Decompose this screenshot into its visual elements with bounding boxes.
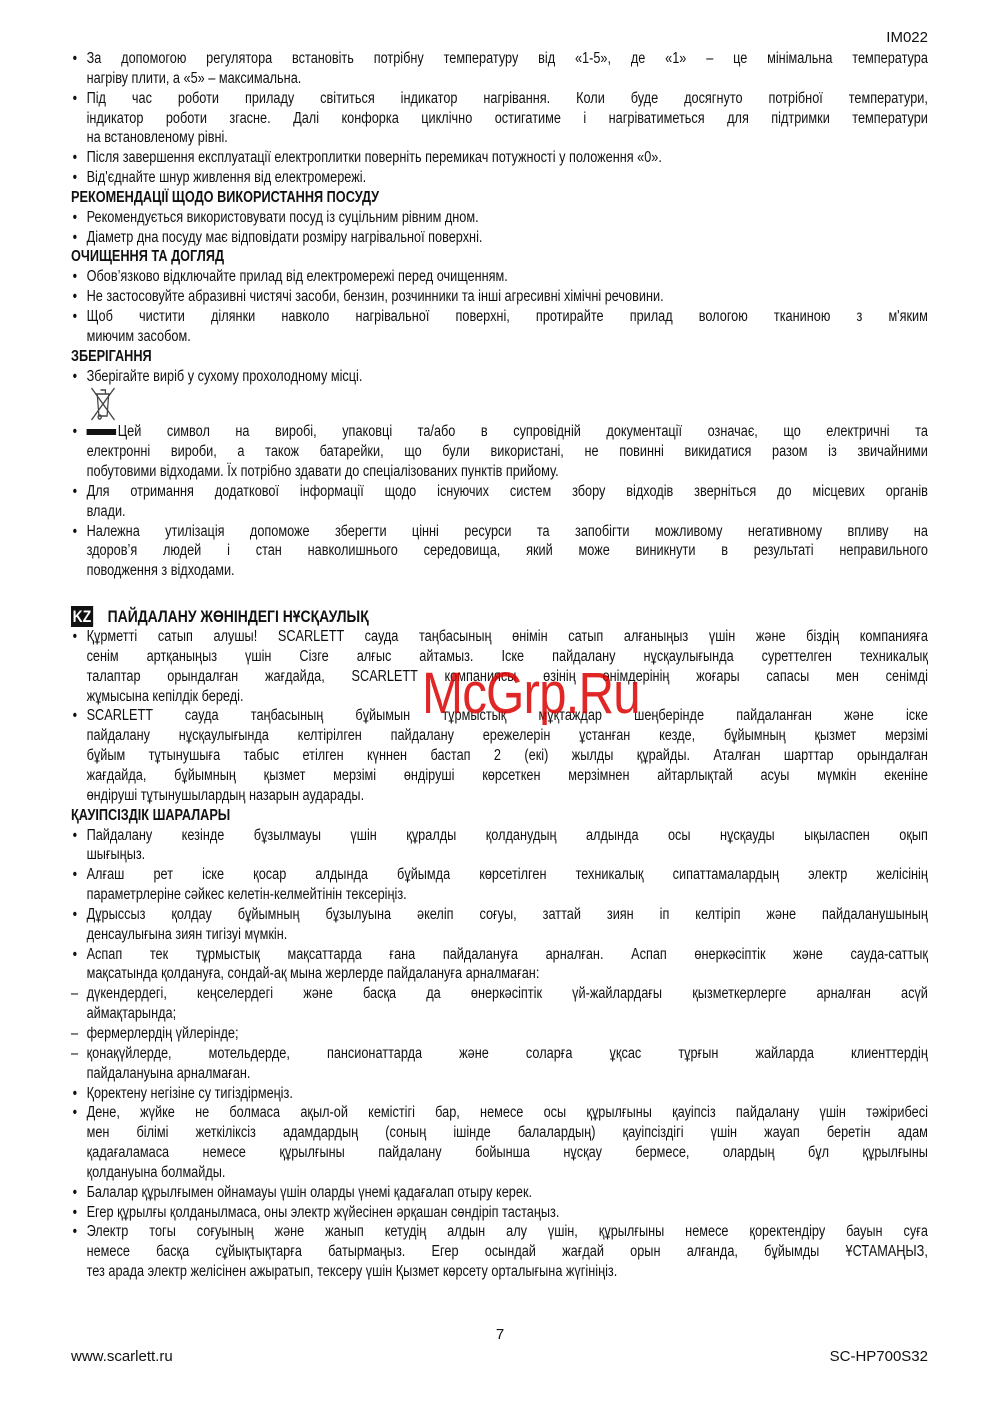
bullet-marker: • — [72, 149, 78, 167]
text-line — [71, 1183, 928, 1203]
line-text: сенім артқаныңыз үшін Сізге алғыс айтамыз. Іске пайдалану нұсқаулығында суреттелген техникалық — [86, 647, 928, 665]
section-heading — [71, 347, 928, 367]
line-text: Рекомендується використовувати посуд із суцільним рівним дном. — [86, 208, 479, 226]
text-line — [71, 627, 928, 647]
line-text: Балалар құрылғымен ойнамауы үшін оларды үнемі қадағалап отыру керек. — [86, 1183, 533, 1201]
line-text: қадағаламаса немесе құрылғыны пайдалану бойынша нұсқау бермесе, олардың бұл құрылғыны — [86, 1144, 928, 1162]
text-line — [71, 984, 928, 1004]
line-text: Від'єднайте шнур живлення від електромережі. — [86, 169, 367, 187]
line-text: Дене, жүйке не болмаса ақыл-ой кемістігі бар, немесе осы құрылғыны қауіпсіз пайдалану үшін тәжірибесі — [86, 1104, 928, 1122]
bullet-list-item — [71, 267, 928, 287]
line-text: бұйым тұтынушыға табыс етілген күннен бастап 2 (екі) жылды құрайды. Аталған шарттар орындалған — [86, 747, 928, 765]
text-line — [71, 945, 928, 965]
line-text: немесе басқа сұйықтықтарға батырмаңыз. Егер осындай жағдай орын алғанда, бұйымды ҰСТАМАҢЫЗ, — [86, 1243, 928, 1261]
line-text: жағдайда, бұйымның қызмет мерзімі өндіруші көрсеткен мерзімнен айтарлықтай асуы мүмкін екеніне — [86, 767, 928, 784]
bullet-list-item — [71, 367, 928, 387]
section-heading — [71, 247, 928, 267]
bullet-marker: • — [72, 228, 78, 246]
line-text: Належна утилізація допоможе зберегти цінні ресурси та запобігти можливому негативному впливу на — [86, 522, 928, 540]
text-line — [71, 1024, 928, 1044]
dash-list-item — [71, 1024, 928, 1044]
text-line — [71, 1203, 928, 1223]
bullet-marker: • — [72, 826, 78, 844]
bullet-marker: • — [72, 905, 78, 923]
text-line — [71, 482, 928, 502]
bullet-list-item — [71, 1183, 928, 1203]
section-gap — [71, 581, 928, 606]
line-text: Электр тогы соғуының және жанып кетудің алдын алу үшін, құрылғыны немесе қоректендіру бауын суға — [86, 1223, 928, 1241]
dash-marker: – — [71, 1044, 79, 1062]
bullet-list-item — [71, 307, 928, 347]
text-line — [71, 1123, 928, 1143]
dash-list-item — [71, 984, 928, 1024]
line-text: мен білімі жеткіліксіз адамдардың (соның ішінде балалардың) қауіпсіздігі үшін жауап беретін адам — [86, 1124, 928, 1142]
text-line — [71, 89, 928, 109]
bullet-marker: • — [72, 307, 78, 325]
text-line — [71, 806, 928, 826]
line-text: Құрметті сатып алушы! SCARLETT сауда таңбасының өнімін сатып алғаныңыз үшін және біздің компанияға — [86, 628, 928, 646]
line-text: пайдалануына арналмаған. — [86, 1064, 251, 1082]
line-text: побутовими відходами. Їх потрібно здавати до спеціалізованих пунктів прийому. — [86, 463, 559, 481]
text-line — [71, 307, 928, 327]
text-line — [71, 69, 928, 89]
line-text: Егер құрылғы қолданылмаса, оны электр жүйесінен әрқашан сөндіріп тастаңыз. — [86, 1203, 560, 1221]
text-line — [71, 247, 928, 267]
line-text: РЕКОМЕНДАЦІЇ ЩОДО ВИКОРИСТАННЯ ПОСУДУ — [71, 188, 380, 206]
line-text: Пайдалану кезінде бұзылмауы үшін құралды қолданудың алдында осы нұсқауды ықыласпен оқып — [86, 826, 928, 844]
line-text: Під час роботи приладу світиться індикатор нагрівання. Коли буде досягнуто потрібної температури, — [86, 89, 928, 107]
line-text: жұмысына кепілдік береді. — [86, 687, 244, 705]
document-code: IM022 — [886, 29, 928, 46]
line-text: миючим засобом. — [86, 327, 191, 345]
line-text: Алғаш рет іске қосар алдында бұйымда көрсетілген техникалық сипаттамалардың электр желісінің — [86, 866, 928, 884]
text-line — [71, 905, 928, 925]
text-line — [71, 462, 928, 482]
line-text: на встановленому рівні. — [86, 129, 228, 147]
text-line — [71, 1044, 928, 1064]
line-text: ОЧИЩЕННЯ ТА ДОГЛЯД — [71, 248, 225, 266]
text-line — [71, 367, 928, 387]
bullet-list-item — [71, 228, 928, 248]
text-line — [71, 1163, 928, 1183]
text-line — [71, 786, 928, 806]
dash-marker: – — [71, 1024, 79, 1042]
line-text: За допомогою регулятора встановіть потрібну температуру від «1-5», де «1» – це мінімальна температура — [86, 50, 928, 67]
text-line — [71, 347, 928, 367]
text-line — [71, 766, 928, 786]
bullet-list-item — [71, 482, 928, 522]
line-text: фермерлердің үйлерінде; — [86, 1024, 239, 1042]
text-line — [71, 267, 928, 287]
kz-title-text: ПАЙДАЛАНУ ЖӨНІНДЕГІ НҰСҚАУЛЫҚ — [107, 607, 369, 627]
text-line — [71, 168, 928, 188]
line-text: пайдалану нұсқаулығында келтірілген пайдалану ережелерін ұстанған кезде, бұйымның қызмет мерзімі — [86, 727, 928, 745]
line-text: аймақтарында; — [86, 1005, 177, 1023]
text-line — [71, 442, 928, 462]
text-line — [71, 1242, 928, 1262]
line-text: Діаметр дна посуду має відповідати розміру нагрівальної поверхні. — [86, 228, 483, 246]
bullet-marker: • — [72, 866, 78, 884]
line-text: SCARLETT сауда таңбасының бұйымын тұрмыстық мұқтаждар шеңберінде пайдаланған және іске — [86, 707, 928, 725]
line-text: ЗБЕРІГАННЯ — [71, 347, 152, 365]
bullet-marker: • — [72, 1203, 78, 1221]
bullet-list-item — [71, 49, 928, 89]
bullet-marker: • — [72, 288, 78, 306]
text-line — [71, 1103, 928, 1123]
text-line — [71, 502, 928, 522]
text-line — [71, 726, 928, 746]
text-line — [71, 49, 928, 69]
bullet-marker: • — [72, 208, 78, 226]
bullet-marker: • — [72, 1104, 78, 1122]
bullet-marker: • — [72, 1183, 78, 1201]
bullet-marker: • — [72, 945, 78, 963]
bullet-list-item — [71, 1084, 928, 1104]
bullet-list-item — [71, 1203, 928, 1223]
text-line — [71, 148, 928, 168]
text-line — [71, 1004, 928, 1024]
text-line — [71, 287, 928, 307]
text-line — [71, 1084, 928, 1104]
bullet-marker: • — [72, 89, 78, 107]
bullet-list-item — [71, 89, 928, 149]
bullet-marker: • — [72, 367, 78, 385]
bullet-marker: • — [72, 522, 78, 540]
bullet-marker: • — [72, 628, 78, 646]
bullet-list-item — [71, 1222, 928, 1282]
kz-language-badge: KZ — [72, 607, 92, 627]
section-heading — [71, 188, 928, 208]
line-text: Обов’язково відключайте прилад від електромережі перед очищенням. — [86, 268, 508, 286]
crossed-bin-icon — [71, 386, 928, 422]
line-text: тез арада электр желісінен ажыратып, тексеру үшін Қызмет көрсету орталығына жүгініңіз. — [86, 1263, 618, 1281]
text-line — [71, 208, 928, 228]
page-number: 7 — [495, 1326, 505, 1343]
line-text: нагріву плити, а «5» – максимальна. — [86, 69, 302, 87]
bullet-list-item — [71, 422, 928, 482]
text-line — [71, 925, 928, 945]
footer-model: SC-HP700S32 — [829, 1348, 928, 1365]
watermark: McGrp.Ru — [422, 661, 640, 726]
line-text: Не застосовуйте абразивні чистячі засоби, бензин, розчинники та інші агресивні хімічні речовини. — [86, 288, 664, 306]
line-text: мақсатында қолдануға, сондай-ақ мына жерлерде пайдалануға арналмаған: — [86, 965, 540, 983]
text-line — [71, 561, 928, 581]
text-line — [71, 522, 928, 542]
symbol-bar-icon — [87, 429, 117, 435]
text-line — [71, 746, 928, 766]
line-text: ҚАУІПСІЗДІК ШАРАЛАРЫ — [71, 806, 231, 824]
bullet-list-item — [71, 208, 928, 228]
bullet-marker: • — [72, 1084, 78, 1102]
line-text: Після завершення експлуатації електроплитки поверніть перемикач потужності у положення «0». — [86, 149, 662, 167]
line-text: влади. — [86, 502, 126, 520]
bullet-list-item — [71, 148, 928, 168]
bullet-marker: • — [72, 268, 78, 286]
text-line — [71, 422, 928, 442]
bullet-marker: • — [72, 50, 78, 67]
line-text: Қоректену негізіне су тигіздірмеңіз. — [86, 1084, 293, 1102]
text-line — [71, 1064, 928, 1084]
bullet-list-item — [71, 1103, 928, 1182]
line-text: денсаулығына зиян тигізуі мүмкін. — [86, 925, 288, 943]
line-text: індикатор роботи згасне. Далі конфорка циклічно остигатиме і нагріватиметься для підтримки температури — [86, 109, 928, 127]
line-text: параметрлеріне сәйкес келетін-келмейтінін тексеріңіз. — [86, 886, 407, 904]
text-line — [71, 964, 928, 984]
section-ukrainian — [71, 49, 928, 581]
text-line — [71, 109, 928, 129]
bullet-list-item — [71, 865, 928, 905]
bullet-marker: • — [72, 1223, 78, 1241]
bullet-marker: • — [72, 423, 78, 441]
dash-list-item — [71, 1044, 928, 1084]
line-text: қонақүйлерде, мотельдерде, пансионаттарда және соларға ұқсас тұрғын жайларда клиенттердің — [86, 1044, 928, 1062]
dash-marker: – — [71, 985, 79, 1003]
line-text: талаптар орындалған жағдайда, SCARLETT компаниясы өзінің өнімдерінің жоғары сапасы мен сенімді — [86, 667, 928, 685]
line-text: Аспап тек тұрмыстық мақсаттарда ғана пайдалануға арналған. Аспап өнеркәсіптік және сауда-саттық — [86, 945, 928, 963]
bullet-marker: • — [72, 707, 78, 725]
text-line — [71, 128, 928, 148]
text-line — [71, 865, 928, 885]
line-text: Дұрыссыз қолдау бұйымның бұзылуына әкеліп соғуы, заттай зиян іп келтіріп және пайдаланушының — [86, 905, 928, 923]
line-text: қолдануына болмайды. — [86, 1163, 226, 1181]
text-line — [71, 1143, 928, 1163]
bullet-list-item — [71, 826, 928, 866]
kz-section-title — [71, 606, 928, 627]
text-line — [71, 885, 928, 905]
bullet-list-item — [71, 945, 928, 985]
line-text: поводження з відходами. — [86, 562, 235, 580]
text-line — [71, 826, 928, 846]
line-text: Зберігайте виріб у сухому прохолодному місці. — [86, 367, 363, 385]
text-line — [71, 188, 928, 208]
line-text: өндіруші тұтынушылардың назарын аударады. — [86, 786, 365, 804]
text-line — [71, 845, 928, 865]
bullet-list-item — [71, 168, 928, 188]
footer-website: www.scarlett.ru — [71, 1348, 173, 1365]
bullet-marker: • — [72, 169, 78, 187]
line-text: Щоб чистити ділянки навколо нагрівальної поверхні, протирайте прилад вологою тканиною з м'яким — [86, 307, 928, 325]
line-text: Цей символ на виробі, упаковці та/або в супровідній документації означає, що електричні та — [117, 423, 928, 441]
text-line — [71, 327, 928, 347]
text-line — [71, 1262, 928, 1282]
bullet-list-item — [71, 287, 928, 307]
section-heading — [71, 806, 928, 826]
bullet-marker: • — [72, 482, 78, 500]
bullet-list-item — [71, 905, 928, 945]
line-text: електронні вироби, а також батарейки, що були використані, не повинні викидатися разом із звичайними — [86, 443, 928, 461]
text-line — [71, 228, 928, 248]
line-text: шығыңыз. — [86, 846, 146, 864]
line-text: дүкендердегі, кеңселердегі және басқа да өнеркәсіптік үй-жайлардағы қызметкерлерге арналған асүй — [86, 985, 928, 1003]
text-line — [71, 541, 928, 561]
text-line — [71, 1222, 928, 1242]
line-text: здоров’я людей і стан навколишнього середовища, який може виникнути в результаті неправильного — [86, 542, 928, 560]
bullet-list-item — [71, 522, 928, 582]
line-text: Для отримання додаткової інформації щодо існуючих систем збору відходів зверніться до місцевих органів — [86, 482, 928, 500]
